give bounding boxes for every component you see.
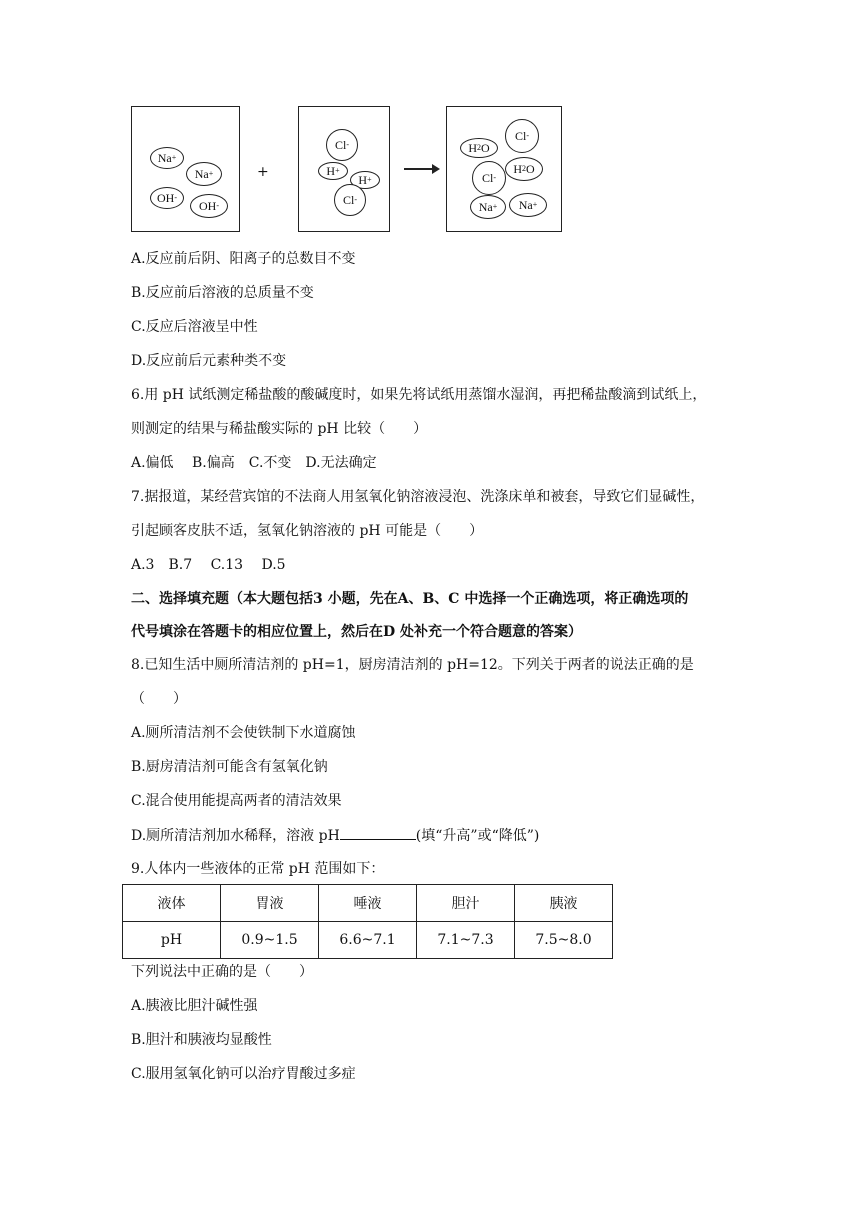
q7-stem-line1: 7.据报道，某经营宾馆的不法商人用氢氧化钠溶液浸泡、洗涤床单和被套，导致它们显碱性，: [131, 489, 705, 505]
ion-cl-2: Cl -: [334, 184, 366, 216]
q5-option-b: B.反应前后溶液的总质量不变: [131, 285, 314, 301]
ion-cl-1: Cl -: [326, 129, 358, 161]
table-cell: 胃液: [221, 885, 319, 922]
ion-na-2: Na +: [186, 162, 222, 186]
q6-options: A.偏低 B.偏高 C.不变 D.无法确定: [131, 455, 377, 471]
table-cell: 唾液: [319, 885, 417, 922]
q6-stem-line2: 则测定的结果与稀盐酸实际的 pH 比较（ ）: [131, 421, 428, 437]
q8-option-b: B.厨房清洁剂可能含有氢氧化钠: [131, 759, 328, 775]
ion-oh-1: OH -: [150, 187, 184, 209]
table-cell: 液体: [123, 885, 221, 922]
answer-blank[interactable]: [340, 825, 416, 840]
ion-oh-2: OH -: [190, 194, 228, 218]
table-cell: 7.5~8.0: [515, 922, 613, 959]
ion-na-4: Na +: [509, 193, 547, 217]
q7-stem-line2: 引起顾客皮肤不适，氢氧化钠溶液的 pH 可能是（ ）: [131, 523, 484, 539]
ion-h-1: H +: [318, 162, 348, 180]
q9-option-b: B.胆汁和胰液均显酸性: [131, 1032, 272, 1048]
q6-stem-line1: 6.用 pH 试纸测定稀盐酸的酸碱度时，如果先将试纸用蒸馏水湿润，再把稀盐酸滴到试纸上，: [131, 387, 707, 403]
q8-option-d-hint: (填“升高”或“降低”): [415, 828, 540, 844]
q9-question: 下列说法中正确的是（ ）: [131, 964, 313, 980]
q5-option-c: C.反应后溶液呈中性: [131, 319, 258, 335]
q9-stem: 9.人体内一些液体的正常 pH 范围如下：: [131, 861, 385, 877]
q8-stem-line1: 8.已知生活中厕所清洁剂的 pH=1，厨房清洁剂的 pH=12。下列关于两者的说法正确的是: [131, 657, 694, 673]
q8-stem-line2: （ ）: [131, 691, 187, 707]
ion-na-3: Na +: [470, 195, 506, 219]
ion-h2o-2: H 2 O: [505, 157, 543, 181]
table-cell: 0.9~1.5: [221, 922, 319, 959]
table-row: [123, 922, 613, 959]
table-cell: 7.1~7.3: [417, 922, 515, 959]
q5-option-d: D.反应前后元素种类不变: [131, 353, 287, 369]
q7-options: A.3 B.7 C.13 D.5: [131, 557, 286, 573]
ion-cl-4: Cl -: [472, 161, 506, 195]
q8-option-c: C.混合使用能提高两者的清洁效果: [131, 793, 342, 809]
ion-h-2: H +: [350, 171, 380, 189]
q8-option-a: A.厕所清洁剂不会使铁制下水道腐蚀: [131, 725, 356, 741]
q8-option-d: [131, 825, 539, 846]
section2-heading-line2: 代号填涂在答题卡的相应位置上，然后在D 处补充一个符合题意的答案）: [131, 624, 583, 640]
q9-option-c: C.服用氢氧化钠可以治疗胃酸过多症: [131, 1066, 356, 1082]
ph-table: [122, 884, 613, 959]
ion-cl-3: Cl -: [505, 119, 539, 153]
ion-na-1: Na +: [150, 147, 184, 169]
section2-heading-line1: 二、选择填充题（本大题包括3 小题，先在A、B、C 中选择一个正确选项，将正确选项的: [131, 591, 689, 607]
q5-option-a: A.反应前后阴、阳离子的总数目不变: [131, 251, 356, 267]
table-cell: pH: [123, 922, 221, 959]
q8-option-d-text: D.厕所清洁剂加水稀释，溶液 pH: [131, 828, 340, 844]
table-header-row: [123, 885, 613, 922]
plus-sign: +: [257, 164, 269, 180]
reaction-arrow: [404, 168, 438, 170]
table-cell: 6.6~7.1: [319, 922, 417, 959]
q9-option-a: A.胰液比胆汁碱性强: [131, 998, 258, 1014]
table-cell: 胆汁: [417, 885, 515, 922]
table-cell: 胰液: [515, 885, 613, 922]
ion-h2o-1: H 2 O: [460, 138, 498, 158]
